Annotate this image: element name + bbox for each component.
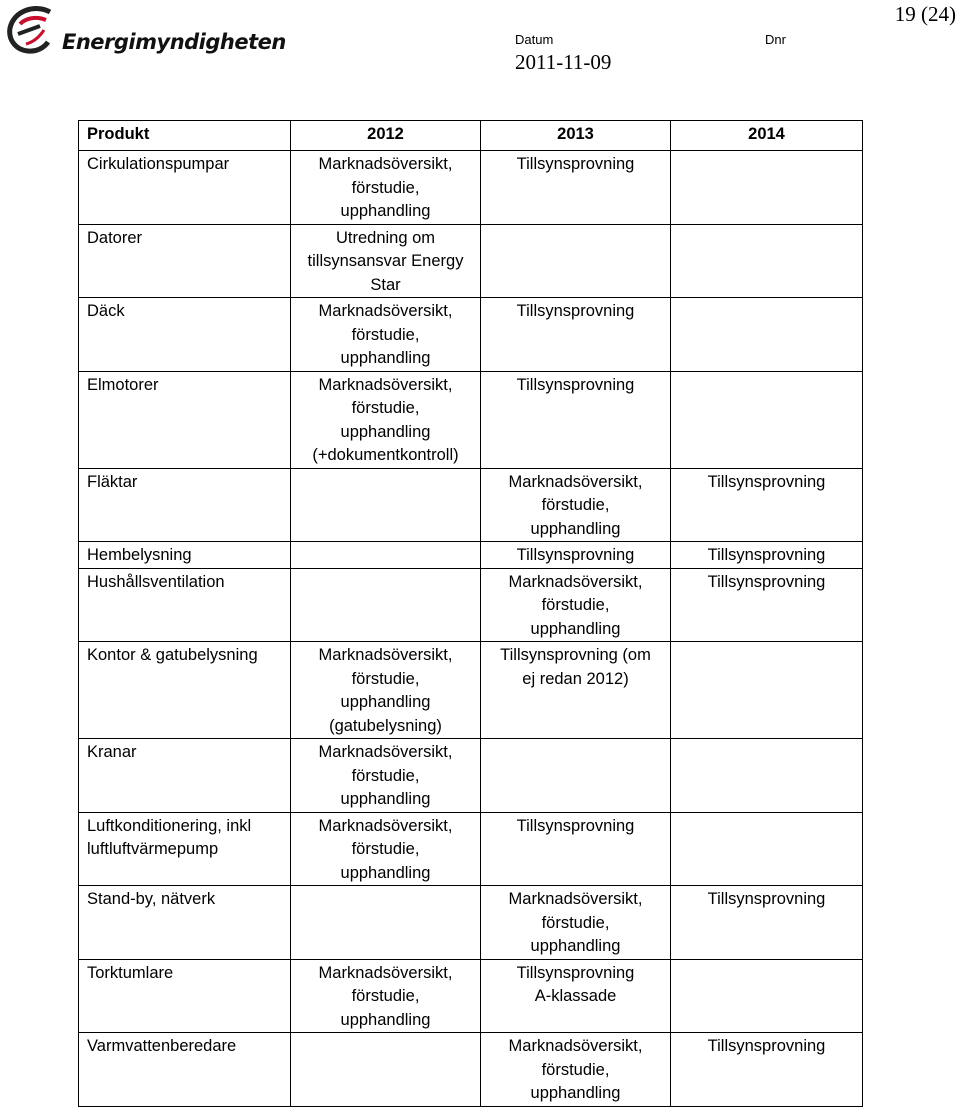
table-row <box>79 151 863 225</box>
cell-2014 <box>671 224 863 298</box>
cell-2012: Marknadsöversikt, förstudie, upphandling <box>291 812 481 886</box>
cell-2014: Tillsynsprovning <box>671 542 863 569</box>
logo-text: Energimyndigheten <box>62 30 286 54</box>
cell-product: Varmvattenberedare <box>79 1033 291 1107</box>
cell-2013: Marknadsöversikt, förstudie, upphandling <box>481 468 671 542</box>
cell-product: Datorer <box>79 224 291 298</box>
cell-2014 <box>671 298 863 372</box>
cell-2012: Marknadsöversikt, förstudie, upphandling (+dokumentkontroll) <box>291 371 481 468</box>
cell-2014: Tillsynsprovning <box>671 468 863 542</box>
table-row <box>79 468 863 542</box>
cell-2014 <box>671 371 863 468</box>
table-row <box>79 1033 863 1107</box>
cell-2013: Tillsynsprovning <box>481 812 671 886</box>
table-row <box>79 568 863 642</box>
cell-2012 <box>291 568 481 642</box>
cell-2012: Marknadsöversikt, förstudie, upphandling <box>291 298 481 372</box>
cell-2014: Tillsynsprovning <box>671 568 863 642</box>
page-number: 19 (24) <box>894 2 956 26</box>
column-header-2012: 2012 <box>291 121 481 151</box>
cell-2014: Tillsynsprovning <box>671 886 863 960</box>
table-row <box>79 642 863 739</box>
column-header-product: Produkt <box>79 121 291 151</box>
cell-product: Elmotorer <box>79 371 291 468</box>
cell-product: Kranar <box>79 739 291 813</box>
cell-product: Stand-by, nätverk <box>79 886 291 960</box>
cell-product: Hushållsventilation <box>79 568 291 642</box>
cell-product: Torktumlare <box>79 959 291 1033</box>
energimyndigheten-logo <box>6 4 286 56</box>
datum-value: 2011-11-09 <box>515 50 612 74</box>
table-row <box>79 542 863 569</box>
table-row <box>79 224 863 298</box>
table-header-row <box>79 121 863 151</box>
cell-2014: Tillsynsprovning <box>671 1033 863 1107</box>
cell-2013: Marknadsöversikt, förstudie, upphandling <box>481 886 671 960</box>
cell-2014 <box>671 959 863 1033</box>
cell-2012: Marknadsöversikt, förstudie, upphandling <box>291 959 481 1033</box>
table-row <box>79 959 863 1033</box>
cell-2012: Marknadsöversikt, förstudie, upphandling <box>291 151 481 225</box>
table-row <box>79 298 863 372</box>
cell-2012 <box>291 1033 481 1107</box>
table-row <box>79 812 863 886</box>
cell-2013: Tillsynsprovning <box>481 298 671 372</box>
product-plan-table <box>78 120 863 1107</box>
cell-2013: Tillsynsprovning (om ej redan 2012) <box>481 642 671 739</box>
cell-2013 <box>481 739 671 813</box>
cell-product: Cirkulationspumpar <box>79 151 291 225</box>
cell-2012 <box>291 886 481 960</box>
column-header-2013: 2013 <box>481 121 671 151</box>
column-header-2014: 2014 <box>671 121 863 151</box>
cell-2014 <box>671 812 863 886</box>
cell-2012: Marknadsöversikt, förstudie, upphandling (gatubelysning) <box>291 642 481 739</box>
cell-2012 <box>291 468 481 542</box>
table-row <box>79 886 863 960</box>
dnr-label: Dnr <box>765 32 786 47</box>
cell-product: Hembelysning <box>79 542 291 569</box>
cell-2014 <box>671 642 863 739</box>
cell-product: Däck <box>79 298 291 372</box>
cell-2013: Tillsynsprovning <box>481 371 671 468</box>
table-row <box>79 371 863 468</box>
cell-product: Luftkonditionering, inkl luftluftvärmepump <box>79 812 291 886</box>
cell-product: Fläktar <box>79 468 291 542</box>
cell-2014 <box>671 151 863 225</box>
cell-2012 <box>291 542 481 569</box>
cell-2013: Marknadsöversikt, förstudie, upphandling <box>481 1033 671 1107</box>
cell-2013: Tillsynsprovning <box>481 542 671 569</box>
datum-label: Datum <box>515 32 554 47</box>
cell-2012: Utredning om tillsynsansvar Energy Star <box>291 224 481 298</box>
cell-product: Kontor & gatubelysning <box>79 642 291 739</box>
cell-2013: Tillsynsprovning <box>481 151 671 225</box>
logo-swoosh-icon <box>6 4 66 56</box>
cell-2013 <box>481 224 671 298</box>
cell-2012: Marknadsöversikt, förstudie, upphandling <box>291 739 481 813</box>
cell-2013: Tillsynsprovning A-klassade <box>481 959 671 1033</box>
cell-2014 <box>671 739 863 813</box>
cell-2013: Marknadsöversikt, förstudie, upphandling <box>481 568 671 642</box>
table-row <box>79 739 863 813</box>
